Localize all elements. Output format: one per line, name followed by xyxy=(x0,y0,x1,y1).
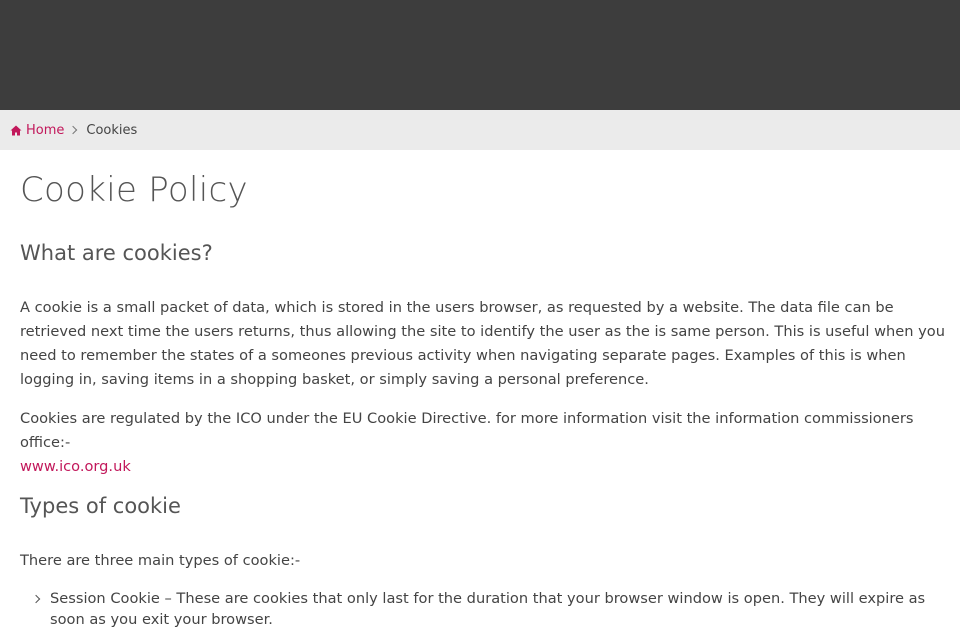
section-heading-types-of-cookie: Types of cookie xyxy=(20,494,181,518)
list-item xyxy=(20,588,960,630)
chevron-right-icon xyxy=(69,126,77,134)
main-content xyxy=(20,150,960,630)
section-heading-what-are-cookies: What are cookies? xyxy=(20,241,213,265)
home-icon xyxy=(10,125,22,136)
types-intro: There are three main types of cookie:- xyxy=(20,552,301,569)
breadcrumb-current: Cookies xyxy=(86,122,138,138)
breadcrumb-home-label: Home xyxy=(26,122,65,138)
site-header xyxy=(0,0,960,110)
chevron-right-icon xyxy=(32,595,40,603)
ico-paragraph-text: Cookies are regulated by the ICO under the EU Cookie Directive. for more information visit the information commissioners office:- xyxy=(20,410,914,451)
ico-paragraph xyxy=(20,407,960,479)
ico-link[interactable]: www.ico.org.uk xyxy=(20,458,131,475)
breadcrumb-home-link[interactable] xyxy=(10,123,64,138)
list-item-text: Session Cookie – These are cookies that only last for the duration that your browser window is open. They will expire as soon as you exit your browser. xyxy=(50,590,926,628)
cookie-types-list xyxy=(20,588,960,630)
page-title: Cookie Policy xyxy=(20,170,248,210)
breadcrumb xyxy=(0,110,960,150)
what-are-cookies-paragraph: A cookie is a small packet of data, which is stored in the users browser, as requested by a website. The data file can be retrieved next time the users returns, thus allowing the site to identify the user as the is same person. This is useful when you need to remember the states of a someones previous activity when navigating separate pages. Examples of this is when logging in, saving items in a shopping basket, or simply saving a personal preference. xyxy=(20,299,945,388)
